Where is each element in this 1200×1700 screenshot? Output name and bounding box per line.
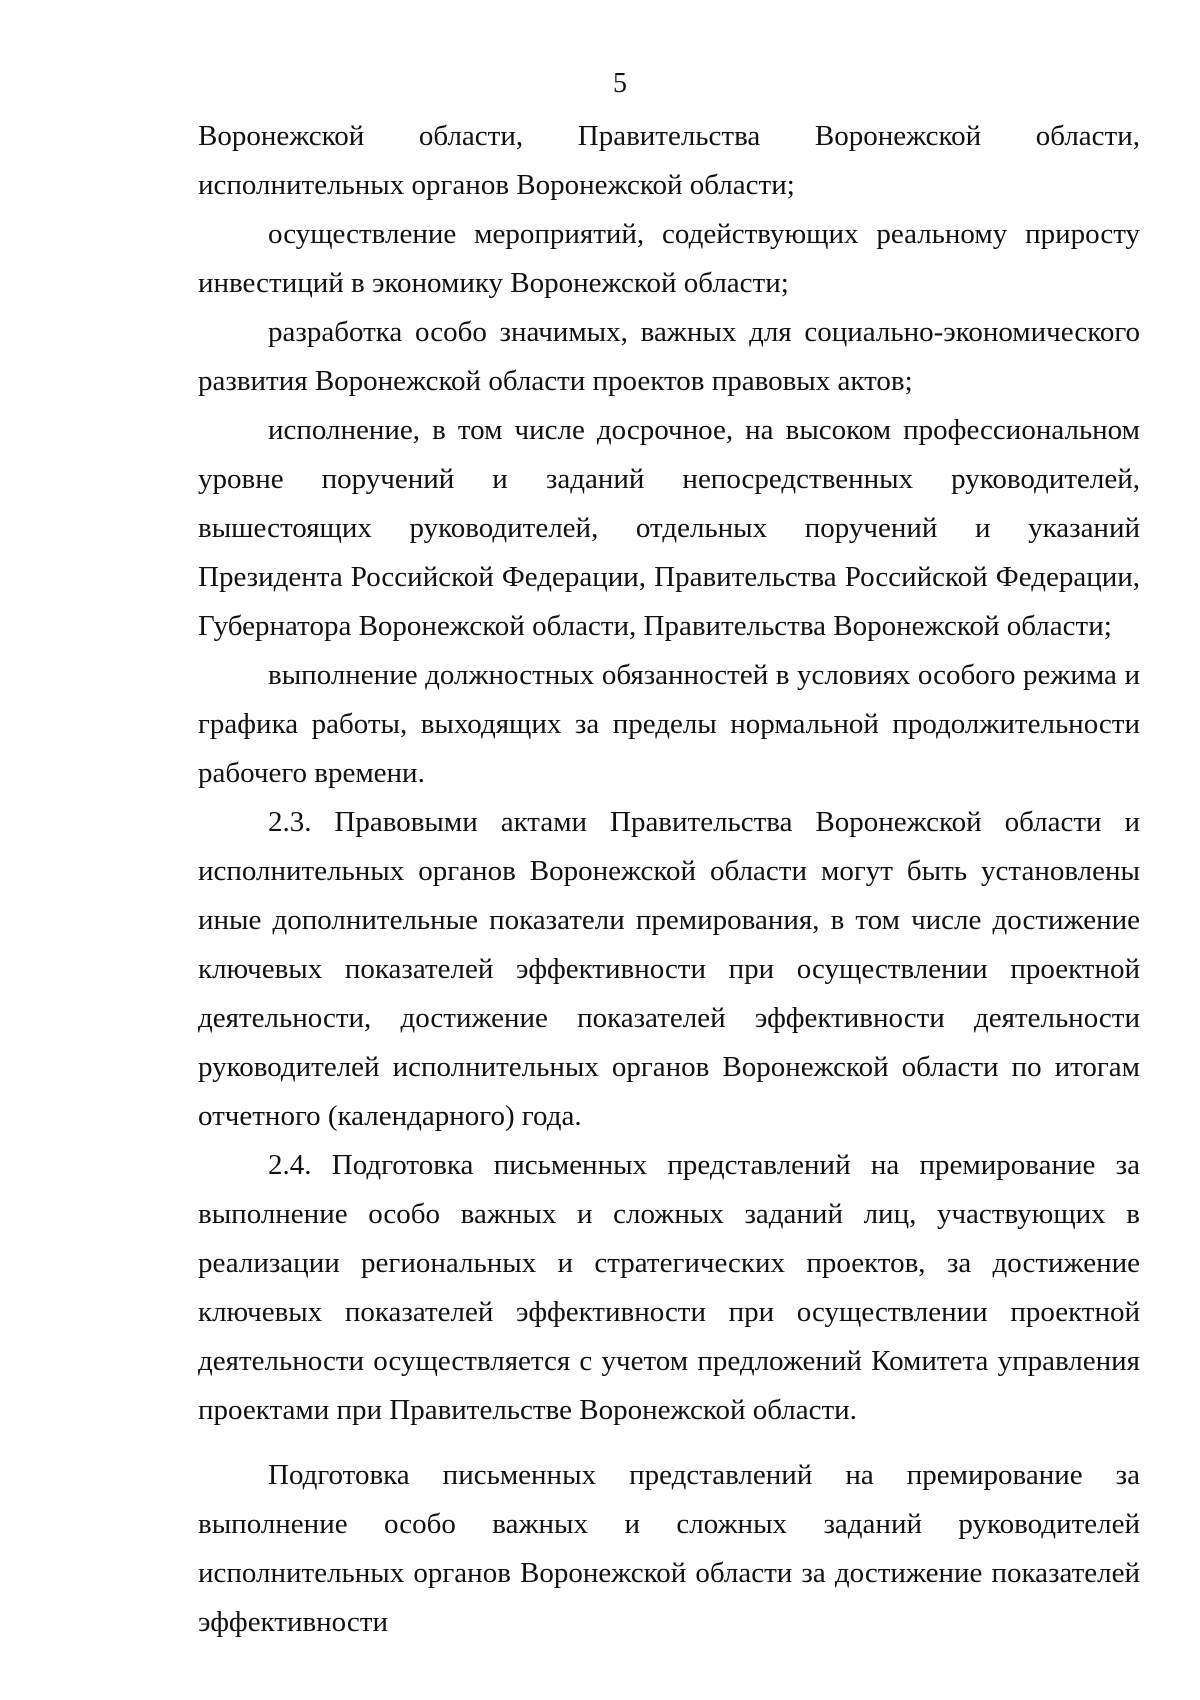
paragraph-2-3: 2.3. Правовыми актами Правительства Воронежской области и исполнительных органов Воронежской области могут быть установлены иные дополнительные показатели премирования, в том числе достижение ключевых показателей эффективности при осуществлении проектной деятельности, достижение показателей эффективности деятельности руководителей исполнительных органов Воронежской области по итогам отчетного (календарного) года.: [198, 806, 1140, 1132]
page-number: 5: [613, 68, 627, 99]
paragraph-legal-acts: разработка особо значимых, важных для социально-экономического развития Воронежской области проектов правовых актов;: [198, 316, 1140, 397]
paragraph-2-4: 2.4. Подготовка письменных представлений на премирование за выполнение особо важных и сложных заданий лиц, участвующих в реализации региональных и стратегических проектов, за достижение ключевых показателей эффективности при осуществлении проектной деятельности осуществляется с учетом предложений Комитета управления проектами при Правительстве Воронежской области.: [198, 1149, 1140, 1426]
paragraph-investments: осуществление мероприятий, содействующих реальному приросту инвестиций в экономику Воронежской области;: [198, 218, 1140, 299]
paragraph-special-regime: выполнение должностных обязанностей в условиях особого режима и графика работы, выходящих за пределы нормальной продолжительности рабочего времени.: [198, 659, 1140, 789]
paragraph-continuation: Воронежской области, Правительства Воронежской области, исполнительных органов Воронежской области;: [198, 120, 1140, 201]
paragraph-preparation: Подготовка письменных представлений на премирование за выполнение особо важных и сложных заданий руководителей исполнительных органов Воронежской области за достижение показателей эффективности: [198, 1459, 1140, 1638]
document-body: [198, 112, 1140, 1647]
paragraph-instructions: исполнение, в том числе досрочное, на высоком профессиональном уровне поручений и заданий непосредственных руководителей, вышестоящих руководителей, отдельных поручений и указаний Президента Российской Федерации, Правительства Российской Федерации, Губернатора Воронежской области, Правительства Воронежской области;: [198, 414, 1140, 642]
